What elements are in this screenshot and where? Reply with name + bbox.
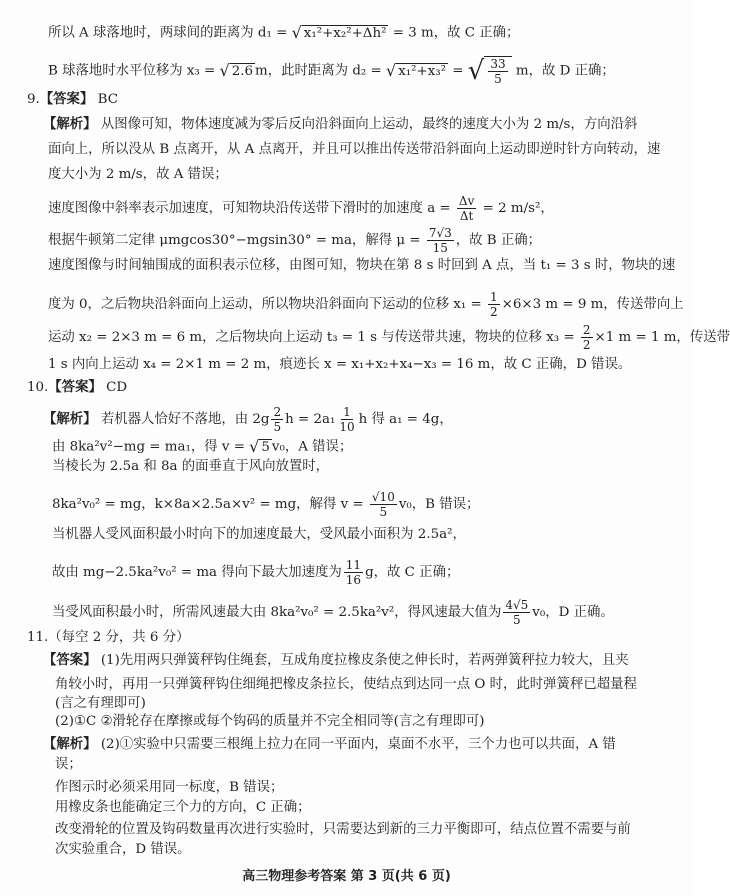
text-run: = 3 m，故 C 正确； (388, 25, 520, 41)
text-run: ×1 m = 1 m，传送带 (594, 330, 730, 345)
denominator: 5 (379, 505, 388, 519)
text-run: 故由 mg−2.5ka²v₀² = ma 得向下最大加速度为 (52, 565, 342, 580)
text-line (27, 629, 190, 647)
text-line (48, 226, 541, 255)
text-run: 用橡皮条也能确定三个力的方向，C 正确； (55, 800, 311, 815)
radicand (484, 56, 511, 86)
numerator: 33 (490, 57, 506, 71)
text-run: 1 s 内向上运动 x₄ = 2×1 m = 2 m，痕迹长 x = x₁+x₂+x₄−x₃ = 16 m，故 C 正确，D 错误。 (48, 357, 632, 372)
text-run: (2)①实验中只需要三根绳上拉力在同一平面内，桌面不水平，三个力也可以共面，A 错 (96, 737, 616, 752)
text-line (52, 598, 614, 627)
text-line (55, 713, 484, 731)
text-run: CD (101, 380, 128, 395)
text-run: = (448, 63, 468, 79)
text-line (52, 438, 352, 457)
text-line (55, 779, 283, 797)
radical-sign: √ (467, 56, 485, 86)
text-line (43, 116, 637, 134)
square-root (468, 56, 512, 86)
text-run: 当受风面积最小时，所需风速最大由 8ka²v₀² = 2.5ka²v²，得风速最大值为 (52, 605, 502, 620)
section-label: 【答案】 (48, 380, 102, 395)
fraction (370, 490, 397, 519)
text-run: (1)先用两只弹簧秤钩住绳套，互成角度拉橡皮条使之伸长时，若两弹簧秤拉力较大，且夹 (96, 653, 629, 668)
text-run: h 得 a₁ = 4g， (358, 412, 453, 427)
radicand: x₁²+x₃² (398, 64, 447, 79)
text-run: 8ka²v₀² = mg，k×8a×2.5a×v² = mg，解得 v = (52, 497, 368, 512)
text-run: 10. (27, 380, 49, 395)
fraction (488, 57, 507, 86)
text-line (52, 526, 466, 544)
fraction (271, 405, 283, 434)
square-root (220, 62, 256, 80)
text-run: 速度图像中斜率表示加速度，可知物块沿传送带下滑时的加速度 a = (48, 201, 455, 216)
square-root (386, 62, 448, 80)
fraction (457, 194, 476, 223)
fraction (337, 405, 356, 434)
text-run: 由 8ka²v²−mg = ma₁，得 v = (52, 439, 250, 455)
text-run: 所以 A 球落地时，两球间的距离为 d₁ = (48, 25, 292, 41)
radical-sign: √ (386, 61, 397, 80)
section-label: 【答案】 (43, 653, 97, 668)
text-run: 若机器人恰好不落地，由 2g (96, 412, 270, 427)
text-line (48, 194, 554, 223)
numerator: 11 (345, 558, 362, 572)
text-run: B 球落地时水平位移为 x₃ = (48, 63, 220, 79)
page-footer: 高三物理参考答案 第 3 页(共 6 页) (242, 869, 451, 884)
text-line (55, 676, 637, 694)
text-run: 当机器人受风面积最小时向下的加速度最大，受风最小面积为 2.5a²， (52, 527, 466, 542)
radicand: 5 (261, 440, 270, 455)
text-line (48, 323, 730, 352)
numerator: 1 (343, 405, 351, 419)
text-run: = 2 m/s²， (478, 201, 554, 216)
text-line (52, 458, 329, 476)
text-line (55, 841, 191, 859)
text-line (48, 356, 631, 374)
denominator: 5 (273, 420, 282, 434)
denominator: 2 (490, 305, 498, 319)
text-run: 度为 0，之后物块沿斜面向上运动，所以物块沿斜面向下运动的位移 x₁ = (48, 297, 487, 312)
text-run: BC (93, 92, 118, 107)
fraction (488, 290, 500, 319)
text-run: h = 2a₁ (285, 412, 336, 427)
text-line (48, 290, 684, 319)
text-run: g，故 C 正确； (365, 565, 460, 580)
text-line (43, 736, 616, 754)
text-run: 作图示时必须采用同一标度，B 错误； (55, 780, 284, 795)
fraction (503, 598, 530, 627)
text-line (48, 166, 228, 184)
numerator: 2 (582, 323, 591, 337)
section-label: 【解析】 (43, 737, 97, 752)
text-run: 次实验重合，D 错误。 (55, 842, 191, 857)
text-run: 当棱长为 2.5a 和 8a 的面垂直于风向放置时， (52, 459, 330, 474)
fraction (581, 323, 593, 352)
denominator: 15 (432, 241, 448, 255)
text-run: (2)①C ②滑轮存在摩擦或每个钩码的质量并不完全相同等(言之有理即可) (55, 714, 485, 729)
denominator: 5 (512, 613, 521, 627)
numerator: Δv (458, 194, 475, 208)
text-run: 根据牛顿第二定律 μmgcos30°−mgsin30° = ma，解得 μ = (48, 233, 425, 248)
text-line (55, 821, 631, 839)
text-run: 运动 x₂ = 2×3 m = 6 m，之后物块向上运动 t₃ = 1 s 与传送带共速，物块的位移 x₃ = (48, 330, 579, 345)
text-line (55, 799, 311, 817)
numerator: 1 (490, 290, 498, 304)
radical-sign: √ (219, 61, 230, 80)
text-run: v₀，B 错误； (398, 497, 480, 512)
text-run: 角较小时，再用一只弹簧秤钩住细绳把橡皮条拉长，使结点到达同一点 O 时，此时弹簧秤已超量程 (55, 677, 637, 692)
radicand: x₁²+x₂²+Δh² (303, 26, 387, 41)
text-run: 度大小为 2 m/s，故 A 错误； (48, 167, 228, 182)
text-run: ，故 B 正确； (455, 233, 542, 248)
text-run: 从图像可知，物体速度减为零后反向沿斜面向上运动，最终的速度大小为 2 m/s，方向沿斜 (96, 117, 638, 132)
text-line (55, 756, 82, 774)
section-label: 【解析】 (43, 117, 97, 132)
text-line (48, 56, 615, 86)
numerator: 7√3 (428, 226, 452, 240)
text-line (43, 652, 629, 670)
text-line (55, 695, 146, 713)
text-run: 11.（每空 2 分，共 6 分） (27, 630, 190, 645)
text-run: 速度图像与时间轴围成的面积表示位移，由图可知，物块在第 8 s 时回到 A 点，当 t₁ = 3 s 时，物块的速 (48, 258, 676, 273)
text-run: ×6×3 m = 9 m，传送带向上 (501, 297, 684, 312)
numerator: 2 (273, 405, 282, 419)
denominator: 16 (345, 573, 362, 587)
square-root (249, 438, 272, 456)
text-line (48, 257, 675, 275)
radical-sign: √ (291, 23, 302, 42)
fraction (344, 558, 363, 587)
text-run: 误； (55, 757, 82, 772)
radical-sign: √ (249, 437, 260, 456)
fraction (427, 226, 454, 255)
denominator: 5 (494, 72, 502, 86)
text-line (48, 141, 660, 159)
text-line (48, 24, 519, 43)
text-run: (言之有理即可) (55, 696, 146, 711)
text-run: v₀，D 正确。 (532, 605, 614, 620)
text-run: 9. (27, 92, 40, 107)
numerator: √10 (371, 490, 395, 504)
text-line (43, 405, 453, 434)
denominator: Δt (459, 209, 474, 223)
section-label: 【答案】 (39, 92, 94, 107)
text-line (52, 558, 459, 587)
text-run: m，故 D 正确； (511, 63, 615, 79)
text-line (27, 91, 118, 109)
square-root (292, 24, 389, 42)
text-line (27, 379, 127, 397)
denominator: 2 (582, 338, 591, 352)
radicand: 2.6 (231, 64, 254, 79)
text-run: v₀，A 错误； (271, 439, 353, 455)
text-run: 面向上，所以没从 B 点离开，从 A 点离开，并且可以推出传送带沿斜面向上运动即逆时针方向转动，速 (48, 142, 661, 157)
text-line (52, 490, 479, 519)
numerator: 4√5 (505, 598, 529, 612)
section-label: 【解析】 (43, 412, 97, 427)
text-run: m，此时距离为 d₂ = (255, 63, 387, 79)
denominator: 10 (339, 420, 355, 434)
text-run: 改变滑轮的位置及钩码数量再次进行实验时，只需要达到新的三力平衡即可，结点位置不需要与前 (55, 822, 631, 837)
